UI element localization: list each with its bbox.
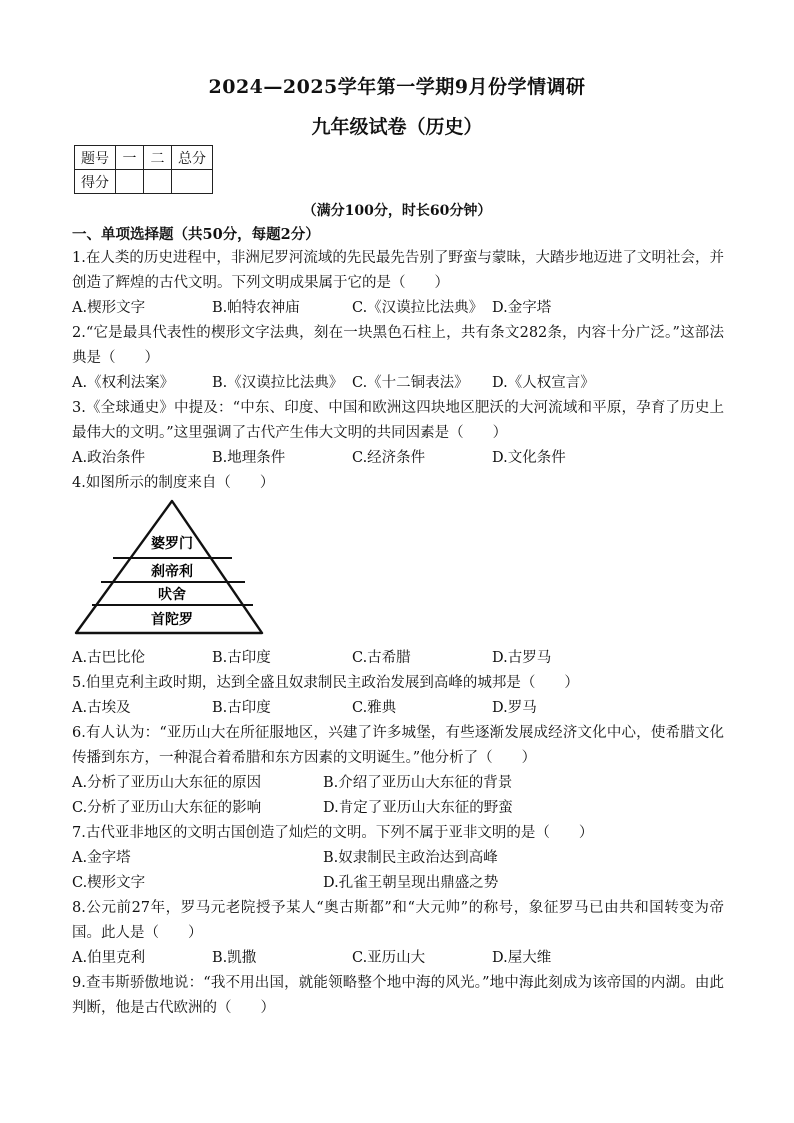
question-4: 4.如图所示的制度来自（ ） <box>72 475 275 491</box>
question-2: 2.“它是最具代表性的楔形文字法典，刻在一块黑色石柱上，共有条文282条，内容十分广泛。”这部法典是（ ） <box>72 325 724 366</box>
question-7: 7.古代亚非地区的文明古国创造了灿烂的文明。下列不属于亚非文明的是（ ） <box>72 825 594 841</box>
options-6-row-2 <box>72 796 724 821</box>
option: B.凯撒 <box>212 950 257 966</box>
question-6: 6.有人认为：“亚历山大在所征服地区，兴建了许多城堡，有些逐渐发展成经济文化中心，使希腊文化传播到东方，一种混合着希腊和东方因素的文明诞生。”他分析了（ ） <box>72 725 724 766</box>
option: D.屋大维 <box>492 950 552 966</box>
option: B.介绍了亚历山大东征的背景 <box>323 775 513 791</box>
question-9: 9.查韦斯骄傲地说：“我不用出国，就能领略整个地中海的风光。”地中海此刻成为该帝国的内湖。由此判断，他是古代欧洲的（ ） <box>72 975 724 1016</box>
options-2 <box>72 371 724 396</box>
score-cell <box>172 170 213 194</box>
score-table-header-row <box>75 146 213 170</box>
score-cell <box>144 170 172 194</box>
option: C.分析了亚历山大东征的影响 <box>72 800 262 816</box>
score-cell: 二 <box>144 146 172 170</box>
option: C.楔形文字 <box>72 875 146 891</box>
option: C.亚历山大 <box>352 950 426 966</box>
score-cell <box>116 170 144 194</box>
option: C.《十二铜表法》 <box>352 375 469 391</box>
option: D.古罗马 <box>492 650 552 666</box>
options-6-row-1 <box>72 771 724 796</box>
score-cell: 题号 <box>75 146 116 170</box>
score-table <box>74 145 213 194</box>
exam-subtitle: 九年级试卷（历史） <box>311 116 483 138</box>
option: A.伯里克利 <box>72 950 146 966</box>
option: B.《汉谟拉比法典》 <box>212 375 344 391</box>
option: D.肯定了亚历山大东征的野蛮 <box>323 800 513 816</box>
question-1: 1.在人类的历史进程中，非洲尼罗河流域的先民最先告别了野蛮与蒙昧，大踏步地迈进了文明社会，并创造了辉煌的古代文明。下列文明成果属于它的是（ ） <box>72 250 724 291</box>
question-8: 8.公元前27年，罗马元老院授予某人“奥古斯都”和“大元帅”的称号，象征罗马已由共和国转变为帝国。此人是（ ） <box>72 900 724 941</box>
option: B.奴隶制民主政治达到高峰 <box>323 850 498 866</box>
exam-note: （满分100分，时长60分钟） <box>302 203 492 219</box>
caste-label-kshatriya: 刹帝利 <box>151 564 193 580</box>
option: A.楔形文字 <box>72 300 146 316</box>
option: D.文化条件 <box>492 450 566 466</box>
caste-label-shudra: 首陀罗 <box>151 612 193 628</box>
option: A.分析了亚历山大东征的原因 <box>72 775 262 791</box>
option: C.雅典 <box>352 700 397 716</box>
question-5: 5.伯里克利主政时期，达到全盛且奴隶制民主政治发展到高峰的城邦是（ ） <box>72 675 579 691</box>
option: B.古印度 <box>212 650 271 666</box>
score-cell: 一 <box>116 146 144 170</box>
caste-pyramid-diagram <box>72 498 272 640</box>
options-7-row-2 <box>72 871 724 896</box>
score-table-score-row <box>75 170 213 194</box>
option: D.《人权宣言》 <box>492 375 595 391</box>
option: B.古印度 <box>212 700 271 716</box>
option: B.地理条件 <box>212 450 286 466</box>
option: A.金字塔 <box>72 850 131 866</box>
option: C.古希腊 <box>352 650 411 666</box>
option: C.《汉谟拉比法典》 <box>352 300 484 316</box>
option: A.古埃及 <box>72 700 131 716</box>
option: D.罗马 <box>492 700 537 716</box>
option: C.经济条件 <box>352 450 426 466</box>
options-1 <box>72 296 724 321</box>
option: D.金字塔 <box>492 300 552 316</box>
score-cell: 得分 <box>75 170 116 194</box>
option: A.古巴比伦 <box>72 650 146 666</box>
options-7-row-1 <box>72 846 724 871</box>
options-4 <box>72 646 724 671</box>
score-cell: 总分 <box>172 146 213 170</box>
caste-label-vaishya: 吠舍 <box>158 587 186 603</box>
section-heading: 一、单项选择题（共50分，每题2分） <box>72 226 320 243</box>
options-5 <box>72 696 724 721</box>
caste-label-brahmin: 婆罗门 <box>151 536 193 552</box>
options-3 <box>72 446 724 471</box>
option: B.帕特农神庙 <box>212 300 300 316</box>
question-3: 3.《全球通史》中提及：“中东、印度、中国和欧洲这四块地区肥沃的大河流域和平原，孕育了历史上最伟大的文明。”这里强调了古代产生伟大文明的共同因素是（ ） <box>72 400 724 441</box>
caste-pyramid-figure <box>72 496 724 646</box>
exam-title: 2024—2025学年第一学期9月份学情调研 <box>208 76 586 98</box>
options-8 <box>72 946 724 971</box>
option: A.《权利法案》 <box>72 375 175 391</box>
option: A.政治条件 <box>72 450 146 466</box>
option: D.孔雀王朝呈现出鼎盛之势 <box>323 875 499 891</box>
questions-area <box>72 246 724 1021</box>
